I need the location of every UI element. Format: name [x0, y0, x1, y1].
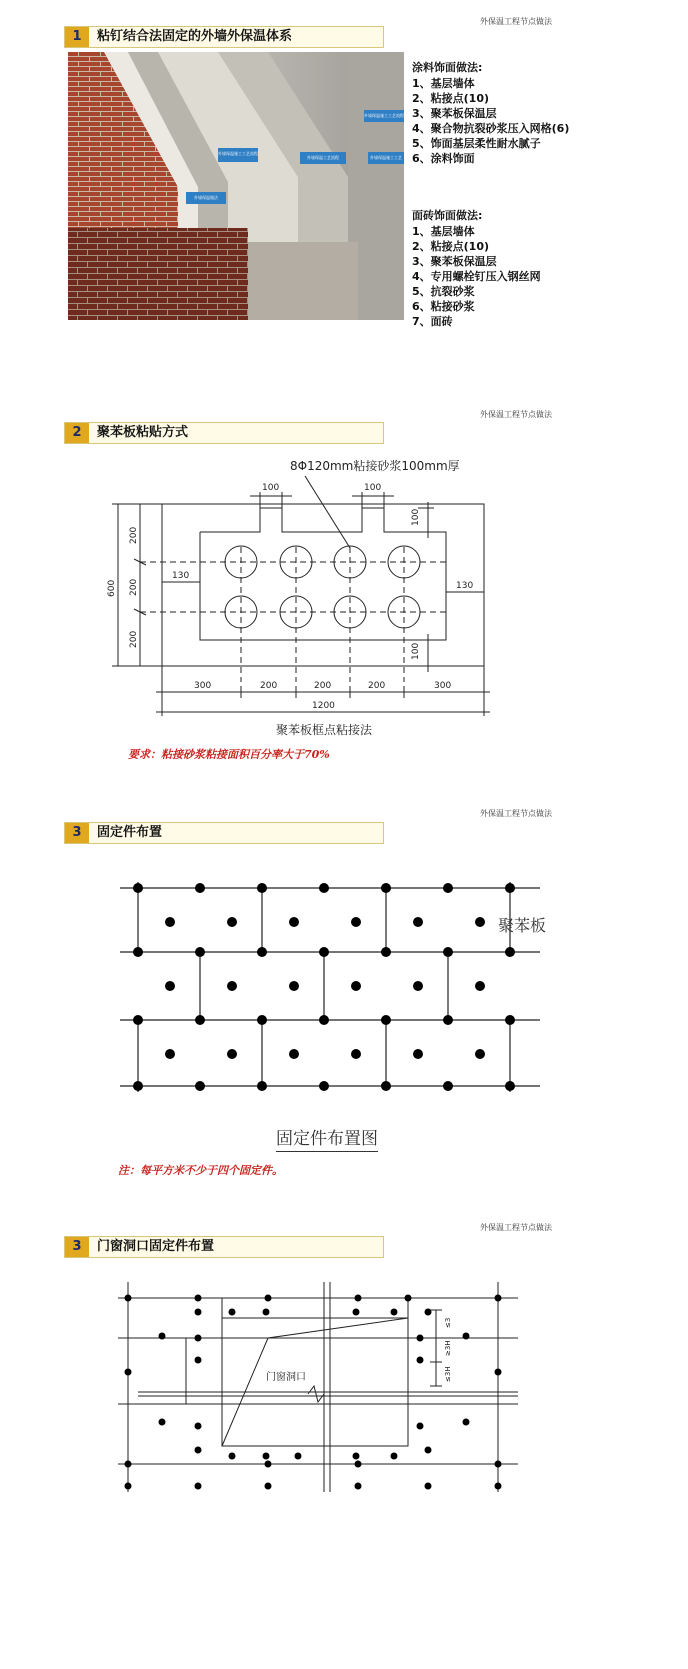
tile-item: 1、基层墙体	[412, 225, 475, 238]
opening-outline	[222, 1318, 408, 1446]
section-3-bar	[64, 822, 384, 844]
fastener-dot	[381, 1015, 391, 1025]
header-tag-2: 外保温工程节点做法	[480, 410, 552, 419]
fastener-dot	[227, 1049, 237, 1059]
coating-item: 4、聚合物抗裂砂浆压入网格(6)	[412, 122, 570, 135]
coating-item: 1、基层墙体	[412, 77, 475, 90]
dim-width-part: 300	[434, 681, 452, 691]
section-4-number: 3	[65, 1237, 89, 1257]
fastener-dot	[229, 1453, 236, 1460]
section-4-title: 门窗洞口固定件布置	[97, 1239, 215, 1254]
fastener-dot	[195, 1335, 202, 1342]
dim-right-bottom: 100	[411, 642, 421, 660]
fastener-dot	[381, 947, 391, 957]
fastener-dot	[319, 1081, 329, 1091]
dim-height-total: 600	[107, 579, 117, 597]
section-3-title: 固定件布置	[97, 825, 163, 840]
fastener-dot	[195, 1081, 205, 1091]
fastener-dot	[263, 1453, 270, 1460]
photo-sign-5: 外墙保温做法	[194, 195, 218, 200]
section-1-title: 粘钉结合法固定的外墙外保温体系	[97, 29, 293, 44]
fastener-dot	[159, 1419, 166, 1426]
fastener-dot	[495, 1295, 502, 1302]
fastener-dot	[227, 917, 237, 927]
dim-width-part: 300	[194, 681, 212, 691]
section-1-number: 1	[65, 27, 89, 47]
coating-item: 3、聚苯板保温层	[412, 107, 497, 120]
fastener-dot	[257, 883, 267, 893]
fastener-dot	[417, 1423, 424, 1430]
fastener-dot	[463, 1333, 470, 1340]
dim-width-part: 200	[260, 681, 278, 691]
dim-height-part: 200	[129, 578, 139, 596]
fastener-dot	[165, 1049, 175, 1059]
fastener-dot	[355, 1483, 362, 1490]
fastener-dot	[265, 1483, 272, 1490]
fastener-dot	[353, 1309, 360, 1316]
fastener-dot	[133, 883, 143, 893]
fastener-dot	[413, 1049, 423, 1059]
fastener-dot	[125, 1483, 132, 1490]
fastener-dot	[505, 883, 515, 893]
fastener-dot	[417, 1335, 424, 1342]
opening-dim-label: ≤3H	[444, 1366, 452, 1382]
coating-item: 6、涂料饰面	[412, 152, 475, 165]
fastener-dot	[125, 1369, 132, 1376]
fastener-dot	[319, 947, 329, 957]
fastener-dot	[195, 1295, 202, 1302]
fastener-dot	[505, 947, 515, 957]
fastener-dot	[289, 981, 299, 991]
fastener-dot	[413, 917, 423, 927]
opening-label: 门窗洞口	[266, 1372, 306, 1383]
section-3-number: 3	[65, 823, 89, 843]
fastener-dot	[195, 1309, 202, 1316]
drawing-caption: 聚苯板框点粘接法	[276, 723, 373, 737]
dim-width-total: 1200	[312, 701, 335, 711]
fastener-dot	[443, 883, 453, 893]
fastener-dot	[443, 1081, 453, 1091]
section-2-title: 聚苯板粘贴方式	[97, 425, 189, 440]
dim-height-part: 200	[129, 630, 139, 648]
fastener-dot	[425, 1483, 432, 1490]
fastener-dot	[355, 1461, 362, 1468]
tile-item: 4、专用螺栓钉压入钢丝网	[412, 270, 541, 283]
fastener-dot	[475, 1049, 485, 1059]
fastener-dot	[229, 1309, 236, 1316]
coating-item: 5、饰面基层柔性耐水腻子	[412, 137, 541, 150]
fastener-dot	[257, 1015, 267, 1025]
opening-fastener-drawing	[118, 1282, 518, 1492]
dim-height-part: 200	[129, 526, 139, 544]
dim-top-left: 100	[262, 483, 280, 493]
callout-label: 8Φ120mm粘接砂浆100mm厚	[290, 459, 460, 473]
fastener-dot	[475, 981, 485, 991]
fastener-dot	[257, 947, 267, 957]
dim-top-right: 100	[364, 483, 382, 493]
fastener-dot	[195, 1447, 202, 1454]
photo-sign-1: 外墙保温施工工艺流程	[218, 151, 258, 156]
fastener-dot	[133, 1081, 143, 1091]
fastener-dot	[443, 947, 453, 957]
wall-construction-photo	[68, 52, 404, 320]
fastener-dot	[405, 1295, 412, 1302]
fastener-dot	[265, 1461, 272, 1468]
fastener-dot	[133, 947, 143, 957]
fastener-dot	[381, 883, 391, 893]
tile-item: 2、粘接点(10)	[412, 240, 490, 253]
fastener-layout-drawing	[120, 872, 540, 1102]
fastener-dot	[125, 1295, 132, 1302]
header-tag-3: 外保温工程节点做法	[480, 809, 552, 818]
dim-width-part: 200	[368, 681, 386, 691]
photo-sign-3: 外墙保温施工工艺	[370, 155, 402, 160]
fastener-dot	[257, 1081, 267, 1091]
section-2-note: 要求：粘接砂浆粘接面积百分率大于70%	[128, 748, 330, 761]
fastener-dot	[125, 1461, 132, 1468]
fastener-dot	[413, 981, 423, 991]
fastener-dot	[195, 1483, 202, 1490]
section-1-bar	[64, 26, 384, 48]
board-bonding-drawing	[100, 452, 500, 752]
coating-heading: 涂料饰面做法:	[412, 61, 483, 74]
coating-method-list	[412, 60, 569, 166]
frame-outline	[200, 508, 446, 640]
dim-right-top: 100	[411, 508, 421, 526]
fastener-dot	[159, 1333, 166, 1340]
fastener-dot	[195, 1015, 205, 1025]
opening-dim-label: ≥3H	[444, 1340, 452, 1356]
fastener-dot	[391, 1453, 398, 1460]
header-tag-1: 外保温工程节点做法	[480, 17, 552, 26]
fastener-dot	[417, 1357, 424, 1364]
fastener-dot	[165, 917, 175, 927]
fastener-dot	[319, 883, 329, 893]
fastener-dot	[195, 1357, 202, 1364]
photo-sign-2: 外墙保温工艺流程	[307, 155, 339, 160]
fastener-dot	[355, 1295, 362, 1302]
fastener-dot	[289, 1049, 299, 1059]
fastener-dot	[289, 917, 299, 927]
fastener-dot	[295, 1453, 302, 1460]
fastener-dot	[165, 981, 175, 991]
fastener-dot	[425, 1447, 432, 1454]
fastener-dot	[351, 917, 361, 927]
tile-item: 7、面砖	[412, 315, 453, 328]
dim-side-left: 130	[172, 571, 190, 581]
fastener-dot	[227, 981, 237, 991]
fastener-dot	[351, 1049, 361, 1059]
section-3-note: 注：每平方米不少于四个固定件。	[118, 1164, 283, 1177]
coating-item: 2、粘接点(10)	[412, 92, 490, 105]
tile-item: 3、聚苯板保温层	[412, 255, 497, 268]
fastener-dot	[319, 1015, 329, 1025]
fastener-dot	[505, 1081, 515, 1091]
fastener-dot	[195, 947, 205, 957]
fastener-dot	[505, 1015, 515, 1025]
fastener-dot	[495, 1461, 502, 1468]
fastener-dot	[443, 1015, 453, 1025]
dim-side-right: 130	[456, 581, 474, 591]
fastener-dot	[463, 1419, 470, 1426]
board-label: 聚苯板	[498, 916, 547, 935]
section-2-bar	[64, 422, 384, 444]
photo-sign-4: 外墙保温施工工艺流程	[364, 113, 404, 118]
fastener-dot	[351, 981, 361, 991]
section-4-bar	[64, 1236, 384, 1258]
tile-item: 6、粘接砂浆	[412, 300, 475, 313]
section-2-number: 2	[65, 423, 89, 443]
fastener-dot	[495, 1369, 502, 1376]
board-outline	[162, 504, 484, 666]
tile-method-list	[412, 208, 541, 329]
fastener-dot	[265, 1295, 272, 1302]
fastener-dot	[133, 1015, 143, 1025]
fastener-dot	[475, 917, 485, 927]
fastener-dot	[195, 1423, 202, 1430]
fastener-dot	[425, 1309, 432, 1316]
fastener-dot	[495, 1483, 502, 1490]
fastener-dot	[263, 1309, 270, 1316]
tile-heading: 面砖饰面做法:	[412, 209, 483, 222]
fastener-caption: 固定件布置图	[276, 1124, 378, 1152]
header-tag-4: 外保温工程节点做法	[480, 1223, 552, 1232]
fastener-dot	[195, 883, 205, 893]
fastener-dot	[391, 1309, 398, 1316]
fastener-dot	[353, 1453, 360, 1460]
dim-width-part: 200	[314, 681, 332, 691]
fastener-dot	[381, 1081, 391, 1091]
tile-item: 5、抗裂砂浆	[412, 285, 475, 298]
opening-dim-label: ≤3	[444, 1317, 452, 1328]
